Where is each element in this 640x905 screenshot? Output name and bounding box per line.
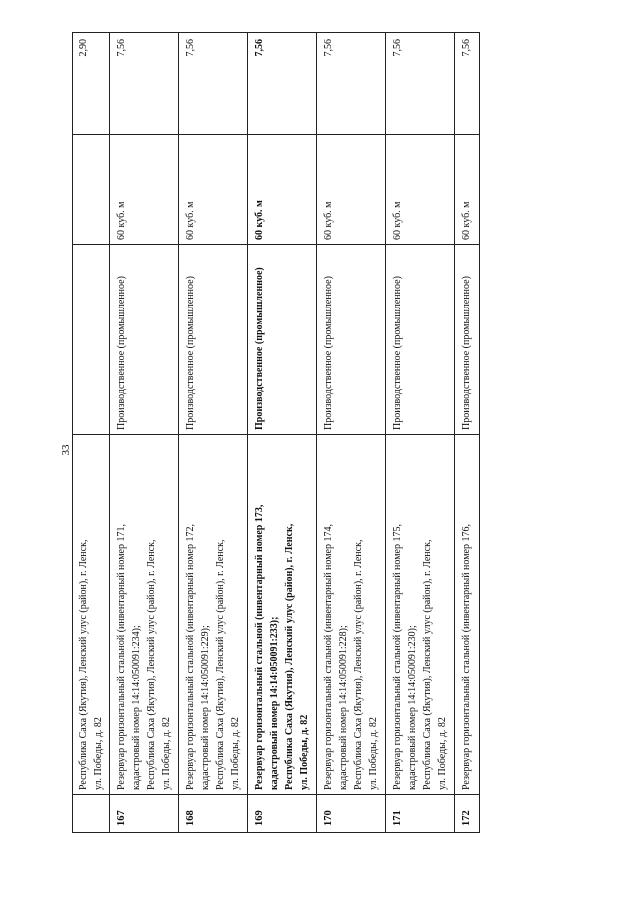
- row-description: [179, 435, 248, 795]
- table-row: [386, 33, 455, 833]
- row-volume: 60 куб. м: [110, 135, 179, 245]
- description-line: Резервуар горизонтальный стальной (инвентарный номер 171,: [116, 524, 127, 790]
- description-line: Республика Саха (Якутия), Ленский улус (район), г. Ленск,: [215, 539, 226, 790]
- row-number: 169: [248, 795, 317, 833]
- description-line: кадастровый номер 14:14:050091:229);: [200, 625, 211, 790]
- row-number: 170: [317, 795, 386, 833]
- description-line: Республика Саха (Якутия), Ленский улус (район), г. Ленск,: [422, 539, 433, 790]
- description-line: Республика Саха (Якутия), Ленский улус (район), г. Ленск,: [284, 523, 295, 790]
- continuation-row: [73, 33, 110, 833]
- row-kind: Производственное (промышленное): [179, 245, 248, 435]
- description-line: Резервуар горизонтальный стальной (инвентарный номер 176,: [461, 524, 472, 790]
- description-line: ул. Победы, д. 82: [368, 717, 379, 790]
- row-value: 7,56: [455, 33, 480, 135]
- description-line: Резервуар горизонтальный стальной (инвентарный номер 175,: [392, 524, 403, 790]
- row-description: [455, 435, 480, 795]
- row-kind: Производственное (промышленное): [317, 245, 386, 435]
- row-kind: Производственное (промышленное): [248, 245, 317, 435]
- continuation-desc-cell: [73, 435, 110, 795]
- continuation-line: ул. Победы, д. 82: [93, 717, 104, 790]
- rotated-table-area: [72, 33, 600, 833]
- table-body: [73, 33, 480, 833]
- property-table: [72, 32, 480, 833]
- row-number: 172: [455, 795, 480, 833]
- row-description: [248, 435, 317, 795]
- row-description: [110, 435, 179, 795]
- row-value: 7,56: [110, 33, 179, 135]
- table-row: [317, 33, 386, 833]
- continuation-volume-cell: [73, 135, 110, 245]
- row-description: [386, 435, 455, 795]
- description-line: Резервуар горизонтальный стальной (инвентарный номер 174,: [323, 524, 334, 790]
- continuation-line: Республика Саха (Якутия), Ленский улус (район), г. Ленск,: [78, 539, 89, 790]
- table-row: [248, 33, 317, 833]
- row-kind: Производственное (промышленное): [386, 245, 455, 435]
- row-volume: 60 куб. м: [455, 135, 480, 245]
- description-line: кадастровый номер 14:14:050091:230);: [407, 625, 418, 790]
- description-line: Республика Саха (Якутия), Ленский улус (район), г. Ленск,: [146, 539, 157, 790]
- description-line: Резервуар горизонтальный стальной (инвентарный номер 173,: [254, 504, 265, 790]
- description-line: ул. Победы, д. 82: [437, 717, 448, 790]
- description-line: ул. Победы, д. 82: [299, 714, 310, 790]
- row-value: 7,56: [179, 33, 248, 135]
- row-number: 171: [386, 795, 455, 833]
- description-line: кадастровый номер 14:14:050091:233);: [269, 616, 280, 790]
- row-number: 167: [110, 795, 179, 833]
- row-value: 7,56: [386, 33, 455, 135]
- row-kind: Производственное (промышленное): [110, 245, 179, 435]
- row-value: 7,56: [317, 33, 386, 135]
- row-kind: Производственное (промышленное): [455, 245, 480, 435]
- description-line: ул. Победы, д. 82: [230, 717, 241, 790]
- row-volume: 60 куб. м: [317, 135, 386, 245]
- description-line: ул. Победы, д. 82: [161, 717, 172, 790]
- table-row: [455, 33, 480, 833]
- description-line: кадастровый номер 14:14:050091:228);: [338, 625, 349, 790]
- row-value: 7,56: [248, 33, 317, 135]
- table-row: [110, 33, 179, 833]
- continuation-kind-cell: [73, 245, 110, 435]
- row-description: [317, 435, 386, 795]
- continuation-value-cell: 2,90: [73, 33, 110, 135]
- row-volume: 60 куб. м: [179, 135, 248, 245]
- description-line: Резервуар горизонтальный стальной (инвентарный номер 172,: [185, 524, 196, 790]
- description-line: кадастровый номер 14:14:050091:234);: [131, 625, 142, 790]
- row-volume: 60 куб. м: [386, 135, 455, 245]
- row-volume: 60 куб. м: [248, 135, 317, 245]
- table-row: [179, 33, 248, 833]
- page-number: 33: [60, 444, 72, 456]
- continuation-num-cell: [73, 795, 110, 833]
- row-number: 168: [179, 795, 248, 833]
- description-line: Республика Саха (Якутия), Ленский улус (район), г. Ленск,: [353, 539, 364, 790]
